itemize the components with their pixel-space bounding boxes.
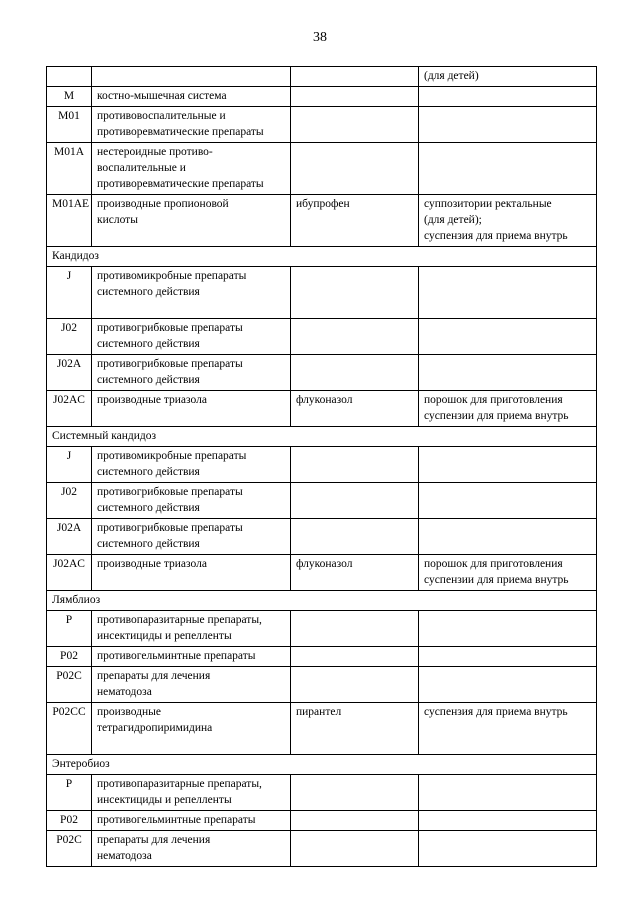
group-cell bbox=[92, 87, 291, 107]
table-row bbox=[47, 107, 597, 143]
code-cell bbox=[47, 647, 92, 667]
group-line: системного действия bbox=[97, 286, 200, 298]
dosage-form-line: суспензия для приема внутрь bbox=[424, 706, 568, 718]
group-line: системного действия bbox=[97, 466, 200, 478]
table-row bbox=[47, 319, 597, 355]
drug-name-line: ибупрофен bbox=[296, 198, 350, 210]
group-cell bbox=[92, 647, 291, 667]
dosage-form-line: порошок для приготовления bbox=[424, 394, 563, 406]
table-row bbox=[47, 447, 597, 483]
code-line: P bbox=[65, 614, 73, 626]
code-cell bbox=[47, 831, 92, 867]
table-row bbox=[47, 143, 597, 195]
table-row bbox=[47, 195, 597, 247]
drug-name-line: флуконазол bbox=[296, 394, 353, 406]
drug-name-cell bbox=[291, 195, 419, 247]
section-title: Кандидоз bbox=[47, 247, 597, 267]
drug-name-cell bbox=[291, 519, 419, 555]
group-cell bbox=[92, 195, 291, 247]
table-row bbox=[47, 67, 597, 87]
drug-name-cell bbox=[291, 831, 419, 867]
code-line: P bbox=[65, 778, 73, 790]
code-line: M01A bbox=[53, 146, 85, 158]
group-line: кислоты bbox=[97, 214, 138, 226]
group-line: препараты для лечения bbox=[97, 670, 211, 682]
group-line: производные bbox=[97, 706, 161, 718]
table-row bbox=[47, 483, 597, 519]
page-number: 38 bbox=[313, 30, 327, 45]
dosage-form-line: суппозитории ректальные bbox=[424, 198, 552, 210]
table-row bbox=[47, 391, 597, 427]
table-row bbox=[47, 647, 597, 667]
group-line: нематодоза bbox=[97, 850, 152, 862]
group-line: системного действия bbox=[97, 338, 200, 350]
drug-name-cell bbox=[291, 67, 419, 87]
dosage-form-line: суспензия для приема внутрь bbox=[424, 230, 568, 242]
dosage-form-cell: (для детей) bbox=[419, 67, 597, 87]
section-row bbox=[47, 427, 597, 447]
group-cell bbox=[92, 447, 291, 483]
group-line: воспалительные и bbox=[97, 162, 186, 174]
dosage-form-cell bbox=[419, 483, 597, 519]
code-cell bbox=[47, 67, 92, 87]
dosage-form-cell bbox=[419, 555, 597, 591]
code-line: J02AC bbox=[53, 558, 85, 570]
code-line: P02CC bbox=[52, 706, 86, 718]
code-line: J02A bbox=[56, 358, 82, 370]
group-cell bbox=[92, 703, 291, 755]
dosage-form-cell bbox=[419, 319, 597, 355]
group-line: противоревматические препараты bbox=[97, 126, 264, 138]
table-row bbox=[47, 519, 597, 555]
code-cell bbox=[47, 703, 92, 755]
drug-table bbox=[46, 66, 597, 867]
drug-name-line: флуконазол bbox=[296, 558, 353, 570]
table-row bbox=[47, 611, 597, 647]
group-cell bbox=[92, 519, 291, 555]
drug-name-cell bbox=[291, 647, 419, 667]
dosage-form-line: (для детей); bbox=[424, 214, 482, 226]
drug-name-cell bbox=[291, 143, 419, 195]
code-cell bbox=[47, 667, 92, 703]
dosage-form-cell bbox=[419, 195, 597, 247]
code-cell bbox=[47, 775, 92, 811]
table-row bbox=[47, 667, 597, 703]
table-row bbox=[47, 811, 597, 831]
dosage-form-cell bbox=[419, 831, 597, 867]
section-title: Лямблиоз bbox=[47, 591, 597, 611]
group-line: противоревматические препараты bbox=[97, 178, 264, 190]
table-row bbox=[47, 831, 597, 867]
drug-name-cell bbox=[291, 319, 419, 355]
code-line: P02C bbox=[56, 834, 82, 846]
table-row bbox=[47, 267, 597, 319]
code-line: P02 bbox=[60, 814, 78, 826]
section-title: Энтеробиоз bbox=[47, 755, 597, 775]
table-row bbox=[47, 87, 597, 107]
code-cell bbox=[47, 555, 92, 591]
code-cell bbox=[47, 87, 92, 107]
code-cell bbox=[47, 267, 92, 319]
group-line: тетрагидропиримидина bbox=[97, 722, 213, 734]
group-line: нематодоза bbox=[97, 686, 152, 698]
group-line: противогельминтные препараты bbox=[97, 650, 256, 662]
table-row bbox=[47, 703, 597, 755]
drug-name-cell bbox=[291, 811, 419, 831]
group-cell bbox=[92, 107, 291, 143]
group-line: системного действия bbox=[97, 374, 200, 386]
drug-name-line: пирантел bbox=[296, 706, 342, 718]
group-cell bbox=[92, 391, 291, 427]
group-line: производные триазола bbox=[97, 558, 207, 570]
code-cell bbox=[47, 143, 92, 195]
dosage-form-cell bbox=[419, 391, 597, 427]
group-line: препараты для лечения bbox=[97, 834, 211, 846]
drug-name-cell bbox=[291, 267, 419, 319]
section-row bbox=[47, 591, 597, 611]
group-line: системного действия bbox=[97, 502, 200, 514]
table-row bbox=[47, 775, 597, 811]
section-title: Системный кандидоз bbox=[47, 427, 597, 447]
code-cell bbox=[47, 391, 92, 427]
dosage-form-cell bbox=[419, 143, 597, 195]
group-line: системного действия bbox=[97, 538, 200, 550]
code-cell bbox=[47, 483, 92, 519]
drug-name-cell bbox=[291, 483, 419, 519]
dosage-form-cell bbox=[419, 703, 597, 755]
group-cell bbox=[92, 319, 291, 355]
group-cell bbox=[92, 483, 291, 519]
dosage-form-cell bbox=[419, 447, 597, 483]
drug-name-cell bbox=[291, 611, 419, 647]
group-cell bbox=[92, 811, 291, 831]
group-line: противогрибковые препараты bbox=[97, 358, 243, 370]
group-line: противопаразитарные препараты, bbox=[97, 778, 262, 790]
code-line: J bbox=[66, 270, 72, 282]
group-line: инсектициды и репелленты bbox=[97, 630, 232, 642]
code-line: P02 bbox=[60, 650, 78, 662]
code-cell bbox=[47, 811, 92, 831]
dosage-form-cell bbox=[419, 647, 597, 667]
drug-name-cell bbox=[291, 447, 419, 483]
code-cell bbox=[47, 107, 92, 143]
section-row bbox=[47, 247, 597, 267]
group-cell bbox=[92, 67, 291, 87]
group-cell bbox=[92, 555, 291, 591]
drug-name-cell bbox=[291, 555, 419, 591]
code-cell bbox=[47, 611, 92, 647]
code-line: J02 bbox=[61, 486, 77, 498]
table-row bbox=[47, 355, 597, 391]
group-line: противовоспалительные и bbox=[97, 110, 226, 122]
group-line: производные триазола bbox=[97, 394, 207, 406]
code-line: M01 bbox=[58, 110, 80, 122]
dosage-form-cell bbox=[419, 355, 597, 391]
dosage-form-cell bbox=[419, 267, 597, 319]
drug-name-cell bbox=[291, 87, 419, 107]
drug-name-cell bbox=[291, 775, 419, 811]
group-line: противомикробные препараты bbox=[97, 450, 247, 462]
dosage-form-cell bbox=[419, 667, 597, 703]
group-line: костно-мышечная система bbox=[97, 90, 227, 102]
code-line: M bbox=[63, 90, 75, 102]
dosage-form-cell bbox=[419, 107, 597, 143]
code-cell bbox=[47, 519, 92, 555]
group-cell bbox=[92, 611, 291, 647]
code-line: J02A bbox=[56, 522, 82, 534]
group-line: противомикробные препараты bbox=[97, 270, 247, 282]
code-cell bbox=[47, 319, 92, 355]
dosage-form-line: суспензии для приема внутрь bbox=[424, 574, 569, 586]
dosage-form-cell bbox=[419, 87, 597, 107]
dosage-form-line: порошок для приготовления bbox=[424, 558, 563, 570]
code-line: J bbox=[66, 450, 72, 462]
group-line: противогрибковые препараты bbox=[97, 322, 243, 334]
group-cell bbox=[92, 831, 291, 867]
group-line: противопаразитарные препараты, bbox=[97, 614, 262, 626]
group-line: производные пропионовой bbox=[97, 198, 229, 210]
drug-name-cell bbox=[291, 107, 419, 143]
group-cell bbox=[92, 143, 291, 195]
group-cell bbox=[92, 667, 291, 703]
section-row bbox=[47, 755, 597, 775]
dosage-form-line: суспензии для приема внутрь bbox=[424, 410, 569, 422]
dosage-form-cell bbox=[419, 775, 597, 811]
code-line: J02 bbox=[61, 322, 77, 334]
code-cell bbox=[47, 447, 92, 483]
dosage-form-cell bbox=[419, 519, 597, 555]
table-row bbox=[47, 555, 597, 591]
group-line: инсектициды и репелленты bbox=[97, 794, 232, 806]
dosage-form-cell bbox=[419, 811, 597, 831]
code-cell bbox=[47, 195, 92, 247]
drug-name-cell bbox=[291, 355, 419, 391]
drug-name-cell bbox=[291, 391, 419, 427]
group-cell bbox=[92, 775, 291, 811]
code-line: M01AE bbox=[52, 198, 90, 210]
group-cell bbox=[92, 267, 291, 319]
group-line: противогрибковые препараты bbox=[97, 486, 243, 498]
drug-name-cell bbox=[291, 703, 419, 755]
code-line: J02AC bbox=[53, 394, 85, 406]
drug-name-cell bbox=[291, 667, 419, 703]
group-cell bbox=[92, 355, 291, 391]
group-line: противогрибковые препараты bbox=[97, 522, 243, 534]
code-line: P02C bbox=[56, 670, 82, 682]
group-line: нестероидные противо- bbox=[97, 146, 213, 158]
group-line: противогельминтные препараты bbox=[97, 814, 256, 826]
dosage-form-cell bbox=[419, 611, 597, 647]
code-cell bbox=[47, 355, 92, 391]
